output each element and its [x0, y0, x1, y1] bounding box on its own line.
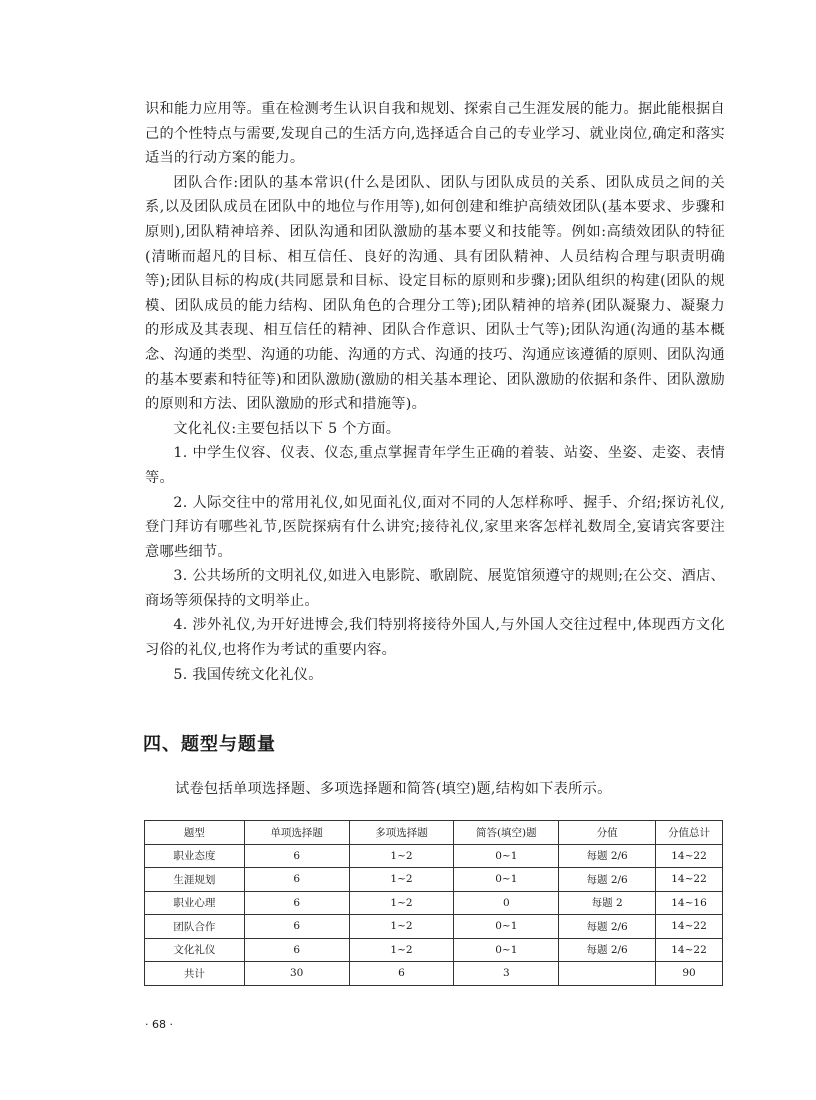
table-cell: 6: [244, 891, 349, 915]
table-cell: 0~1: [454, 915, 559, 939]
list-item: 2. 人际交往中的常用礼仪,如见面礼仪,面对不同的人怎样称呼、握手、介绍;探访礼仪,登门拜访有哪些礼节,医院探病有什么讲究;接待礼仪,家里来客怎样礼数周全,宴请宾客要注意哪些细节。: [145, 494, 725, 560]
paragraph: 团队合作:团队的基本常识(什么是团队、团队与团队成员的关系、团队成员之间的关系,以及团队成员在团队中的地位与作用等),如何创建和维护高绩效团队(基本要求、步骤和原则),团队精神培养、团队沟通和团队激励的基本要义和技能等。例如:高绩效团队的特征(清晰而超凡的目标、相互信任、良好的沟通、具有团队精神、人员结构合理与职责明确等);团队目标的构成(共同愿景和目标、设定目标的原则和步骤);团队组织的构建(团队的规模、团队成员的能力结构、团队角色的合理分工等);团队精神的培养(团队凝聚力、凝聚力的形成及其表现、相互信任的精神、团队合作意识、团队士气等);团队沟通(沟通的基本概念、沟通的类型、沟通的功能、沟通的方式、沟通的技巧、沟通应该遵循的原则、团队沟通的基本要素和特征等)和团队激励(激励的相关基本理论、团队激励的依据和条件、团队激励的原则和方法、团队激励的形式和措施等)。: [145, 174, 725, 413]
table-header-cell: 分值: [559, 821, 656, 845]
list-item: 4. 涉外礼仪,为开好进博会,我们特别将接待外国人,与外国人交往过程中,体现西方文化习俗的礼仪,也将作为考试的重要内容。: [145, 617, 725, 659]
table-cell: 团队合作: [145, 915, 245, 939]
table-cell: 6: [244, 868, 349, 892]
list-item: 1. 中学生仪容、仪表、仪态,重点掌握青年学生正确的着装、站姿、坐姿、走姿、表情等。: [145, 445, 725, 486]
table-cell: 14~22: [656, 868, 723, 892]
table-cell: 1~2: [349, 868, 454, 892]
table-cell: 14~16: [656, 891, 723, 915]
table-cell: 每题 2: [559, 891, 656, 915]
table-row: [145, 844, 723, 868]
table-cell: 0~1: [454, 868, 559, 892]
body-text: [145, 97, 725, 687]
table-cell: 6: [244, 915, 349, 939]
table-cell: 30: [244, 962, 349, 986]
table-cell: 1~2: [349, 938, 454, 962]
table-cell: 0~1: [454, 844, 559, 868]
table-cell: [559, 962, 656, 986]
table-cell: 14~22: [656, 844, 723, 868]
table-row: [145, 868, 723, 892]
table-row: [145, 915, 723, 939]
table-cell: 职业心理: [145, 891, 245, 915]
table-cell: 每题 2/6: [559, 938, 656, 962]
table-header-cell: 分值总计: [656, 821, 723, 845]
table-cell: 1~2: [349, 891, 454, 915]
table-cell: 每题 2/6: [559, 868, 656, 892]
table-cell: 14~22: [656, 915, 723, 939]
table-cell: 3: [454, 962, 559, 986]
table-cell: 1~2: [349, 844, 454, 868]
question-type-table: [144, 820, 723, 986]
paragraph: 文化礼仪:主要包括以下 5 个方面。: [173, 420, 401, 437]
table-row: [145, 938, 723, 962]
table-row: [145, 891, 723, 915]
table-cell: 职业态度: [145, 844, 245, 868]
table-cell: 1~2: [349, 915, 454, 939]
table-header-cell: 单项选择题: [244, 821, 349, 845]
table-header-cell: 简答(填空)题: [454, 821, 559, 845]
list-item: 3. 公共场所的文明礼仪,如进入电影院、歌剧院、展览馆须遵守的规则;在公交、酒店、商场等须保持的文明举止。: [145, 568, 725, 609]
table-cell: 生涯规划: [145, 868, 245, 892]
table-cell: 0~1: [454, 938, 559, 962]
table-cell: 6: [244, 844, 349, 868]
table-cell: 每题 2/6: [559, 844, 656, 868]
table-cell: 每题 2/6: [559, 915, 656, 939]
table-cell: 共计: [145, 962, 245, 986]
table-total-row: [145, 962, 723, 986]
table-cell: 6: [244, 938, 349, 962]
table-header-cell: 题型: [145, 821, 245, 845]
table-cell: 90: [656, 962, 723, 986]
table-cell: 14~22: [656, 938, 723, 962]
table-cell: 0: [454, 891, 559, 915]
table-intro: 试卷包括单项选择题、多项选择题和简答(填空)题,结构如下表所示。: [175, 781, 612, 797]
section-heading: 四、题型与题量: [143, 734, 276, 755]
paragraph: 识和能力应用等。重在检测考生认识自我和规划、探索自己生涯发展的能力。据此能根据自己的个性特点与需要,发现自己的生活方向,选择适合自己的专业学习、就业岗位,确定和落实适当的行动方案的能力。: [145, 101, 725, 167]
table-cell: 文化礼仪: [145, 938, 245, 962]
list-item: 5. 我国传统文化礼仪。: [173, 666, 323, 683]
page-number: · 68 ·: [145, 1018, 173, 1031]
table-header-row: [145, 821, 723, 845]
table-cell: 6: [349, 962, 454, 986]
table-header-cell: 多项选择题: [349, 821, 454, 845]
